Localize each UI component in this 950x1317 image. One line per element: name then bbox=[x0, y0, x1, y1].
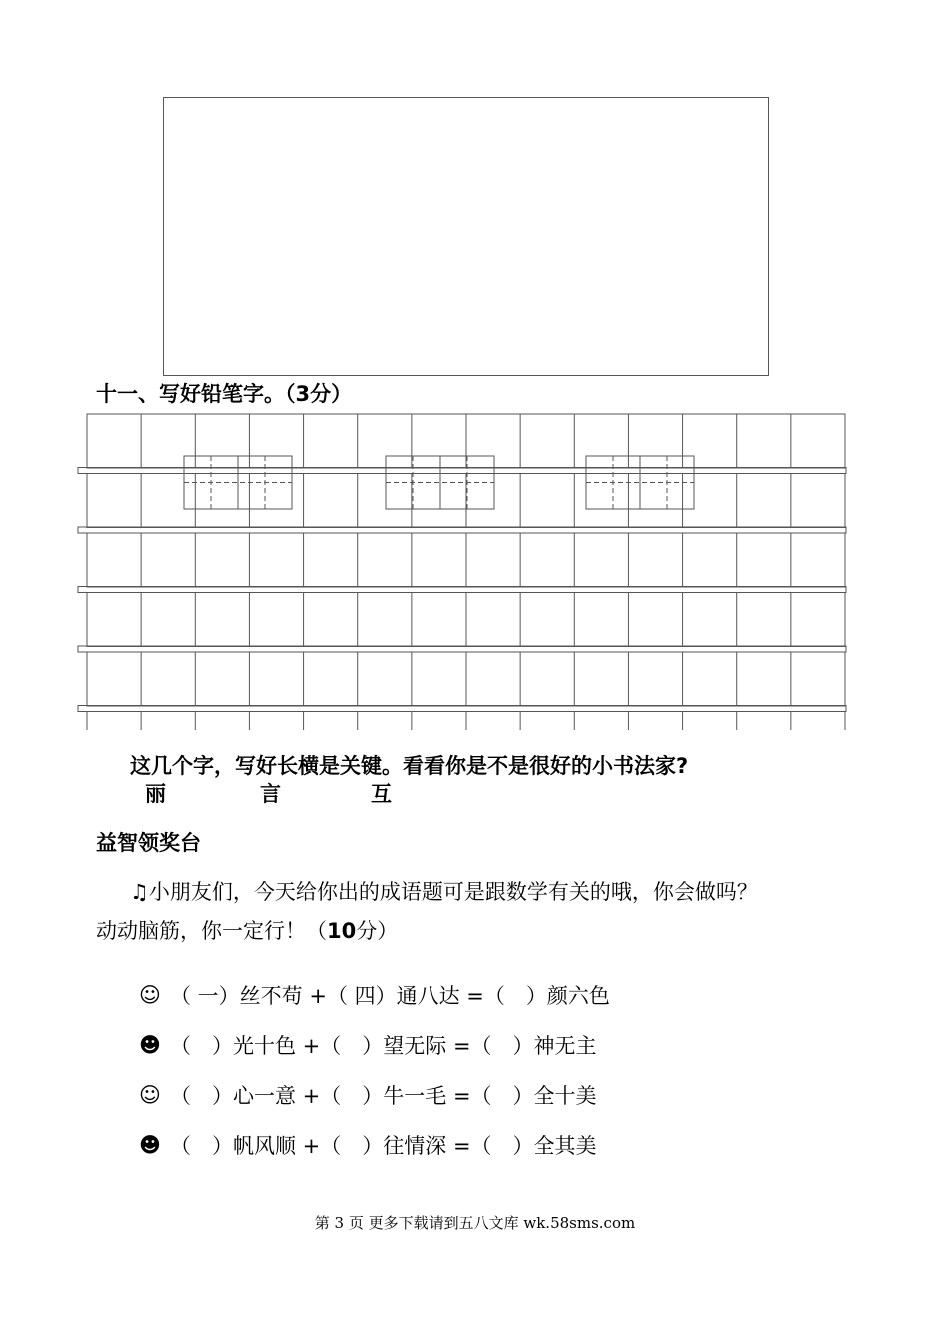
filled-smiley-icon: ☻ bbox=[139, 1033, 161, 1057]
section-eleven-heading: 十一、写好铅笔字。（3分） bbox=[96, 382, 353, 406]
intro-score: 10 bbox=[327, 919, 357, 943]
idiom-equation-text[interactable]: （ ）帆风顺 +（ ）往情深 =（ ）全其美 bbox=[170, 1134, 597, 1158]
idiom-equation-text[interactable]: （ ）光十色 +（ ）望无际 =（ ）神无主 bbox=[170, 1034, 597, 1058]
idiom-equation-row bbox=[138, 1030, 597, 1060]
practice-instruction: 这几个字，写好长横是关键。看看你是不是很好的小书法家? bbox=[130, 754, 689, 778]
page-footer: 第 3 页 更多下载请到五八文库 wk.58sms.com bbox=[314, 1214, 636, 1232]
intro-text: 动动脑筋，你一定行！（ bbox=[96, 919, 327, 943]
idiom-equation-row bbox=[138, 1080, 597, 1110]
idiom-equation-row bbox=[138, 1130, 597, 1160]
smiley-icon: ☺ bbox=[139, 983, 161, 1007]
practice-character-li: 丽 bbox=[145, 782, 166, 806]
puzzle-intro-line-1: ♫小朋友们，今天给你出的成语题可是跟数学有关的哦，你会做吗？ bbox=[130, 880, 758, 904]
intro-end: 分） bbox=[356, 919, 399, 943]
practice-character-hu: 互 bbox=[371, 782, 392, 806]
idiom-equation-text[interactable]: （ 一）丝不苟 +（ 四）通八达 =（ ）颜六色 bbox=[170, 984, 610, 1008]
idiom-equation-text[interactable]: （ ）心一意 +（ ）牛一毛 =（ ）全十美 bbox=[170, 1084, 597, 1108]
puzzle-intro-line-2 bbox=[96, 915, 398, 945]
smiley-icon: ☺ bbox=[139, 1083, 161, 1107]
practice-character-yan: 言 bbox=[260, 782, 281, 806]
puzzle-section-title: 益智领奖台 bbox=[96, 831, 201, 855]
idiom-equation-row bbox=[138, 980, 610, 1010]
filled-smiley-icon: ☻ bbox=[139, 1133, 161, 1157]
